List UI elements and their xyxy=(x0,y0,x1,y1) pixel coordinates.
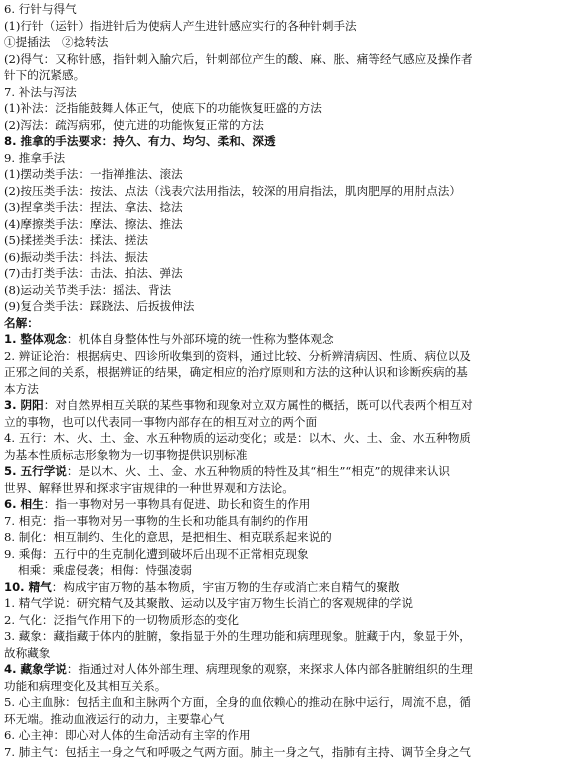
bold-term: 4. 藏象学说 xyxy=(4,662,67,676)
text-line xyxy=(4,68,564,82)
text-line xyxy=(4,547,564,561)
text-line xyxy=(4,233,564,247)
line-text: 8. 制化：相互制约、生化的意思，是把相生、相克联系起来说的 xyxy=(4,530,332,544)
text-line xyxy=(4,151,564,165)
bold-term: 10. 精气 xyxy=(4,579,52,594)
line-text: 功能和病理变化及其相互关系。 xyxy=(4,678,167,693)
text-line xyxy=(4,613,564,627)
line-text: 本方法 xyxy=(4,381,39,396)
text-line xyxy=(4,596,564,610)
text-line xyxy=(4,250,564,264)
text-line xyxy=(4,448,564,462)
text-line xyxy=(4,332,564,346)
line-text: 2. 辨证论治：根据病史、四诊所收集到的资料，通过比较、分析辨清病因、性质、病位以及 xyxy=(4,348,471,363)
bold-term: 3. 阴阳 xyxy=(4,398,44,412)
text-line xyxy=(4,2,564,16)
text-line xyxy=(4,283,564,297)
text-line xyxy=(4,349,564,363)
text-line xyxy=(4,266,564,280)
line-text: (3)捏拿类手法：捏法、拿法、捻法 xyxy=(4,200,183,214)
line-text: ①提插法 ②捻转法 xyxy=(4,35,109,49)
text-line xyxy=(4,431,564,445)
text-line xyxy=(4,728,564,742)
text-line xyxy=(4,217,564,231)
line-text: (7)击打类手法：击法、拍法、弹法 xyxy=(4,266,183,280)
text-line xyxy=(18,563,570,577)
text-line xyxy=(4,365,564,379)
text-line xyxy=(4,398,564,412)
line-text: 9. 乘侮：五行中的生克制化遭到破坏后出现不正常相克现象 xyxy=(4,546,309,561)
text-line xyxy=(4,167,564,181)
text-line xyxy=(4,629,564,643)
text-line xyxy=(4,514,564,528)
text-line xyxy=(4,580,564,594)
text-line xyxy=(4,464,564,478)
text-line xyxy=(4,101,564,115)
line-text: 正邪之间的关系，根据辨证的结果，确定相应的治疗原则和方法的这种认识和诊断疾病的基 xyxy=(4,365,468,379)
text-line xyxy=(4,481,564,495)
line-text: (2)泻法：疏泻病邪，使亢进的功能恢复正常的方法 xyxy=(4,117,264,132)
bold-term: 5. 五行学说 xyxy=(4,464,67,478)
text-line xyxy=(4,712,564,726)
text-line xyxy=(4,662,564,676)
line-text: ：是以木、火、土、金、水五种物质的特性及其“相生”“相克”的规律来认识 xyxy=(66,464,451,478)
text-line xyxy=(4,530,564,544)
line-text: ：指通过对人体外部生理、病理现象的观察，来探求人体内部各脏腑组织的生理 xyxy=(66,662,473,676)
text-line xyxy=(4,19,564,33)
text-line xyxy=(4,679,564,693)
line-text: ：构成宇宙万物的基本物质，宇宙万物的生存或消亡来自精气的聚散 xyxy=(51,579,400,594)
line-text: (9)复合类手法：踩跷法、后扳拔伸法 xyxy=(4,299,195,313)
line-text: 环无端。推动血液运行的动力，主要靠心气 xyxy=(4,711,225,726)
line-text: (2)得气：又称针感，指针刺入腧穴后，针刺部位产生的酸、麻、胀、痛等经气感应及操作者 xyxy=(4,51,473,66)
line-text: 立的事物，也可以代表同一事物内部存在的相互对立的两个面 xyxy=(4,414,318,429)
bold-term: 1. 整体观念 xyxy=(4,332,67,346)
line-text: (4)摩擦类手法：摩法、擦法、推法 xyxy=(4,216,183,231)
line-text: 1. 精气学说：研究精气及其聚散、运动以及宇宙万物生长消亡的客观规律的学说 xyxy=(4,596,413,610)
text-line xyxy=(4,118,564,132)
text-line xyxy=(4,745,564,759)
line-text: 9. 推拿手法 xyxy=(4,150,66,165)
line-text: 世界、解释世界和探求宇宙规律的一种世界观和方法论。 xyxy=(4,480,294,495)
line-text: 7. 相克：指一事物对另一事物的生长和功能具有制约的作用 xyxy=(4,513,309,528)
text-line xyxy=(4,497,564,511)
line-text: (2)按压类手法：按法、点法（浅表穴法用指法，较深的用肩指法，肌肉肥厚的用肘点法） xyxy=(4,183,461,198)
text-line xyxy=(4,382,564,396)
line-text: 故称藏象 xyxy=(4,645,51,660)
text-line xyxy=(4,316,564,330)
line-text: ：对自然界相互关联的某些事物和现象对立双方属性的概括，既可以代表两个相互对 xyxy=(43,398,473,412)
line-text: (1)补法：泛指能鼓舞人体正气，使底下的功能恢复旺盛的方法 xyxy=(4,101,322,115)
text-line xyxy=(4,52,564,66)
line-text: 7. 补法与泻法 xyxy=(4,84,77,99)
text-line xyxy=(4,35,564,49)
text-line xyxy=(4,646,564,660)
line-text: 2. 气化：泛指气作用下的一切物质形态的变化 xyxy=(4,612,240,627)
line-text: ：指一事物对另一事物具有促进、助长和资生的作用 xyxy=(43,497,311,511)
text-line xyxy=(4,184,564,198)
line-text: 6. 心主神：即心对人体的生命活动有主宰的作用 xyxy=(4,728,251,742)
bold-term: 6. 相生 xyxy=(4,497,44,511)
text-line xyxy=(4,299,564,313)
line-text: (1)摆动类手法：一指禅推法、滚法 xyxy=(4,167,183,181)
line-text: 相乘：乘虚侵袭；相侮：恃强凌弱 xyxy=(18,563,192,577)
text-line xyxy=(4,415,564,429)
line-text: 7. 肺主气：包括主一身之气和呼吸之气两方面。肺主一身之气，指肺有主持、调节全身之气 xyxy=(4,744,471,759)
bold-term: 名解： xyxy=(4,315,39,330)
text-line xyxy=(4,200,564,214)
line-text: 3. 藏象：藏指藏于体内的脏腑，象指显于外的生理功能和病理现象。脏藏于内，象显于外， xyxy=(4,629,471,643)
line-text: (8)运动关节类手法：摇法、背法 xyxy=(4,282,172,297)
line-text: (5)揉搓类手法：揉法、搓法 xyxy=(4,233,148,247)
line-text: 4. 五行：木、火、土、金、水五种物质的运动变化；或是：以木、火、土、金、水五种物质 xyxy=(4,431,471,445)
line-text: 为基本性质标志形象物为一切事物提供识别标准 xyxy=(4,447,248,462)
text-line xyxy=(4,134,564,148)
line-text: (1)行针（运针）指进针后为使病人产生进针感应实行的各种针刺手法 xyxy=(4,18,357,33)
line-text: 6. 行针与得气 xyxy=(4,2,77,16)
line-text: 针下的沉紧感。 xyxy=(4,68,86,82)
line-text: ：机体自身整体性与外部环境的统一性称为整体观念 xyxy=(66,332,334,346)
line-text: 5. 心主血脉：包括主血和主脉两个方面，全身的血依赖心的推动在脉中运行，周流不息，循 xyxy=(4,695,471,709)
text-line xyxy=(4,85,564,99)
line-text: (6)振动类手法：抖法、振法 xyxy=(4,249,148,264)
text-line xyxy=(4,695,564,709)
bold-term: 8. 推拿的手法要求：持久、有力、均匀、柔和、深透 xyxy=(4,134,276,148)
